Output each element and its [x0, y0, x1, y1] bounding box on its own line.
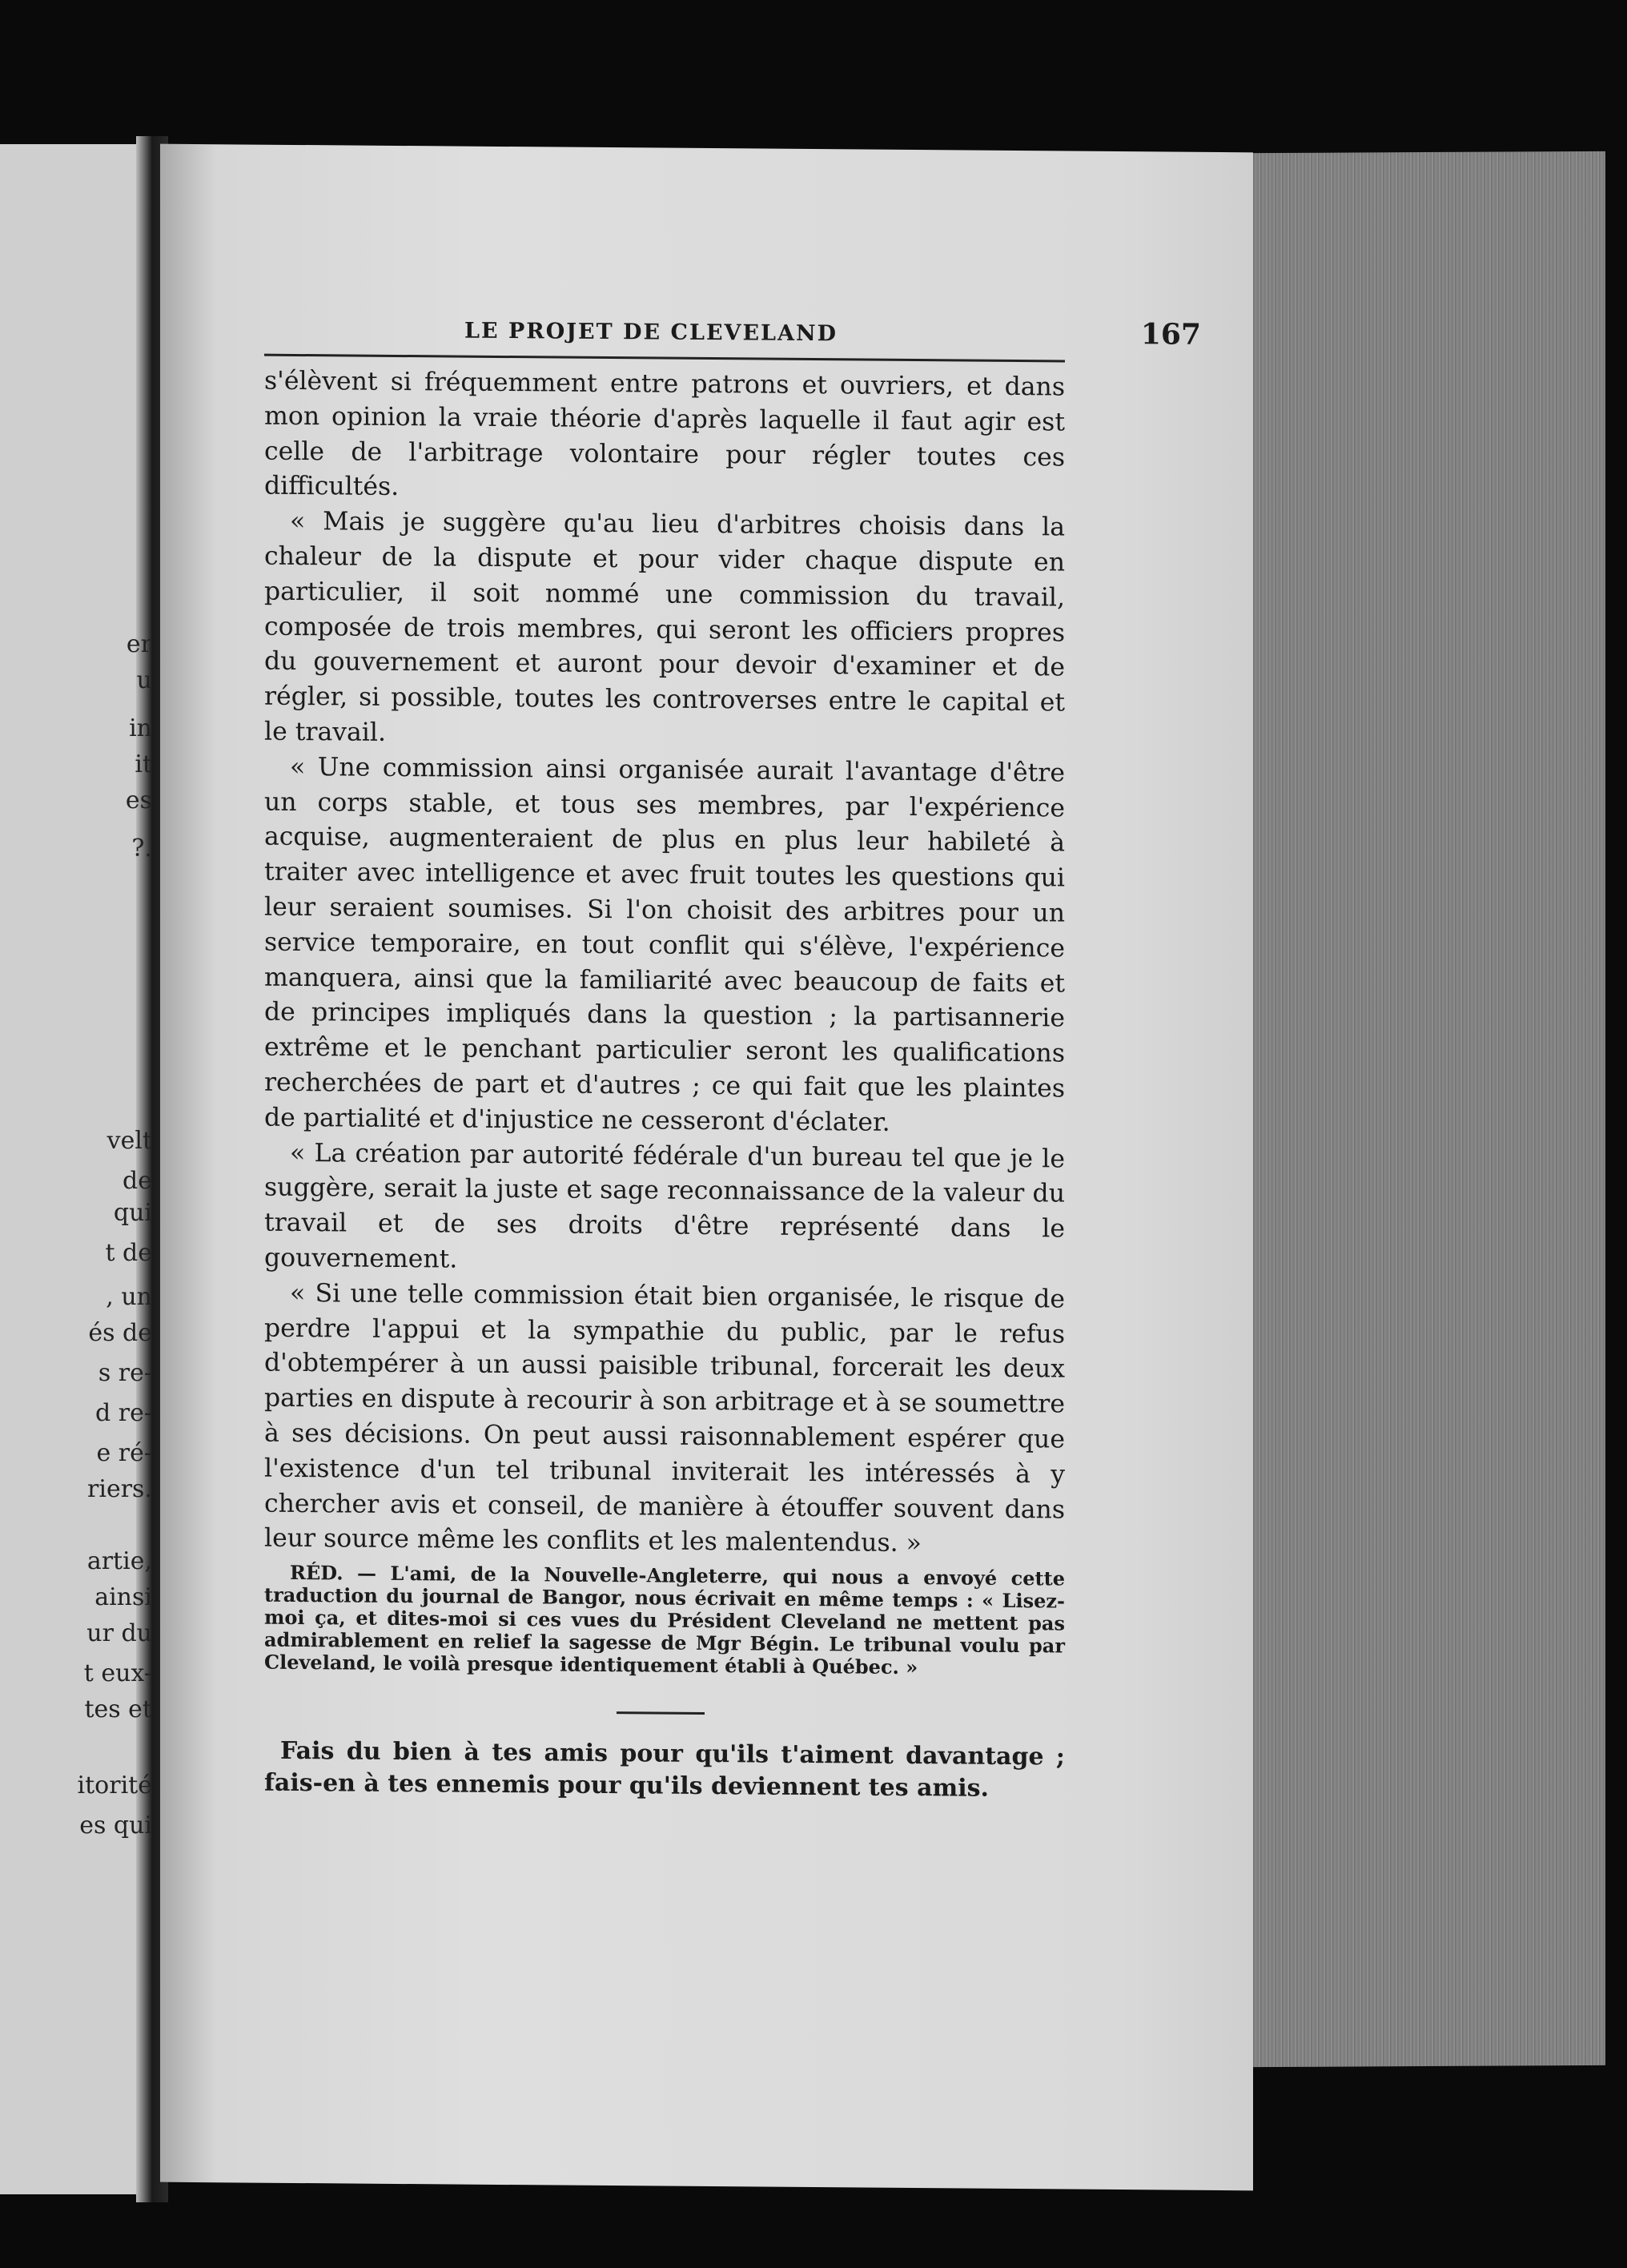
- page: [160, 144, 1253, 2191]
- left-page-fragment: es: [125, 786, 152, 814]
- left-page-fragment: de: [123, 1167, 152, 1195]
- left-page-fragment: t de: [105, 1239, 152, 1267]
- paragraph: « Une commission ainsi organisée aurait l'avantage d'être un corps stable, et tous ses membres, par l'expérience acquise, augmenteraient de plus en plus leur habileté à traiter avec intelligence et avec fruit toutes les questions qui leur seraient soumises. Si l'on choisit des arbitres pour un service temporaire, en tout conflit qui s'élève, l'expérience manquera, ainsi que la familiarité avec beaucoup de faits et de principes impliqués dans la question ; la partisannerie extrême et le penchant particulier seront les qualifications recherchées de part et d'autres ; ce qui fait que les plaintes de partialité et d'injustice ne cesseront d'éclater.: [264, 752, 1065, 1137]
- left-page-fragment: t eux-: [83, 1659, 152, 1687]
- left-page-fragment: s re-: [98, 1359, 152, 1387]
- left-page-fragment: es qui: [79, 1812, 152, 1840]
- page-edges: [1253, 151, 1605, 2067]
- paragraph: s'élèvent si fréquemment entre patrons et ouvriers, et dans mon opinion la vraie théorie d'après laquelle il faut agir est celle de l'arbitrage volontaire pour régler toutes ces difficultés.: [264, 366, 1065, 502]
- paragraph: « La création par autorité fédérale d'un bureau tel que je le suggère, serait la juste et sage reconnaissance de la valeur du travail et de ses droits d'être représenté dans le gouvernement.: [264, 1138, 1065, 1274]
- left-page-fragment: artie,: [86, 1547, 152, 1575]
- left-page-fragment: ?.: [131, 834, 152, 863]
- left-page-fragment: tes et: [84, 1695, 152, 1723]
- left-page-fragment: és de: [88, 1319, 152, 1347]
- left-page-fragment: u: [136, 666, 152, 694]
- left-page-fragment: velt: [106, 1127, 152, 1155]
- running-title: LE PROJET DE CLEVELAND: [464, 318, 838, 347]
- left-page-fragment: ainsi: [94, 1583, 152, 1611]
- running-head: [264, 317, 1241, 362]
- separator-rule: [617, 1711, 705, 1715]
- left-page-fragment: er: [126, 630, 152, 658]
- left-page-fragment: , un: [106, 1283, 152, 1311]
- page-number: 167: [1140, 317, 1201, 352]
- editor-note: RÉD. — L'ami, de la Nouvelle-Angleterre, qui nous a envoyé cette traduction du journal de Bangor, nous écrivait en même temps : « Lisez-moi ça, et dites-moi si ces vues du Président Cleveland ne mettent pas admirablement en relief la sagesse de Mgr Bégin. Le tribunal voulu par Cleveland, le voilà presque identiquement établi à Québec. »: [264, 1561, 1065, 1679]
- left-page-fragment: itorité: [77, 1771, 152, 1800]
- left-page-fragment: ur du: [86, 1619, 152, 1647]
- left-page-fragment: d re-: [95, 1399, 152, 1427]
- left-page-fragment: e ré-: [96, 1439, 152, 1467]
- left-page-fragment: in: [129, 714, 152, 742]
- text-block: [264, 317, 1241, 1832]
- paragraph: « Si une telle commission était bien organisée, le risque de perdre l'appui et la sympathie du public, par le refus d'obtempérer à un aussi paisible tribunal, forcerait les deux parties en dispute à recourir à son arbitrage et à se soumettre à ses décisions. On peut aussi raisonnablement espérer que l'existence d'un tel tribunal inviterait les intéressés à y chercher avis et conseil, de manière à étouffer souvent dans leur source même les conflits et les malentendus. »: [264, 1278, 1065, 1558]
- left-page-fragment: it: [135, 750, 152, 778]
- left-page-fragment: riers.: [87, 1475, 152, 1503]
- left-page-fragment: qui: [113, 1199, 152, 1227]
- paragraph: « Mais je suggère qu'au lieu d'arbitres choisis dans la chaleur de la dispute et pour vider chaque dispute en particulier, il soit nommé une commission du travail, composée de trois membres, qui seront les officiers propres du gouvernement et auront pour devoir d'examiner et de régler, si possible, toutes les controverses entre le capital et le travail.: [264, 507, 1065, 747]
- maxim: Fais du bien à tes amis pour qu'ils t'aiment davantage ; fais-en à tes ennemis pour qu'ils deviennent tes amis.: [264, 1736, 1065, 1803]
